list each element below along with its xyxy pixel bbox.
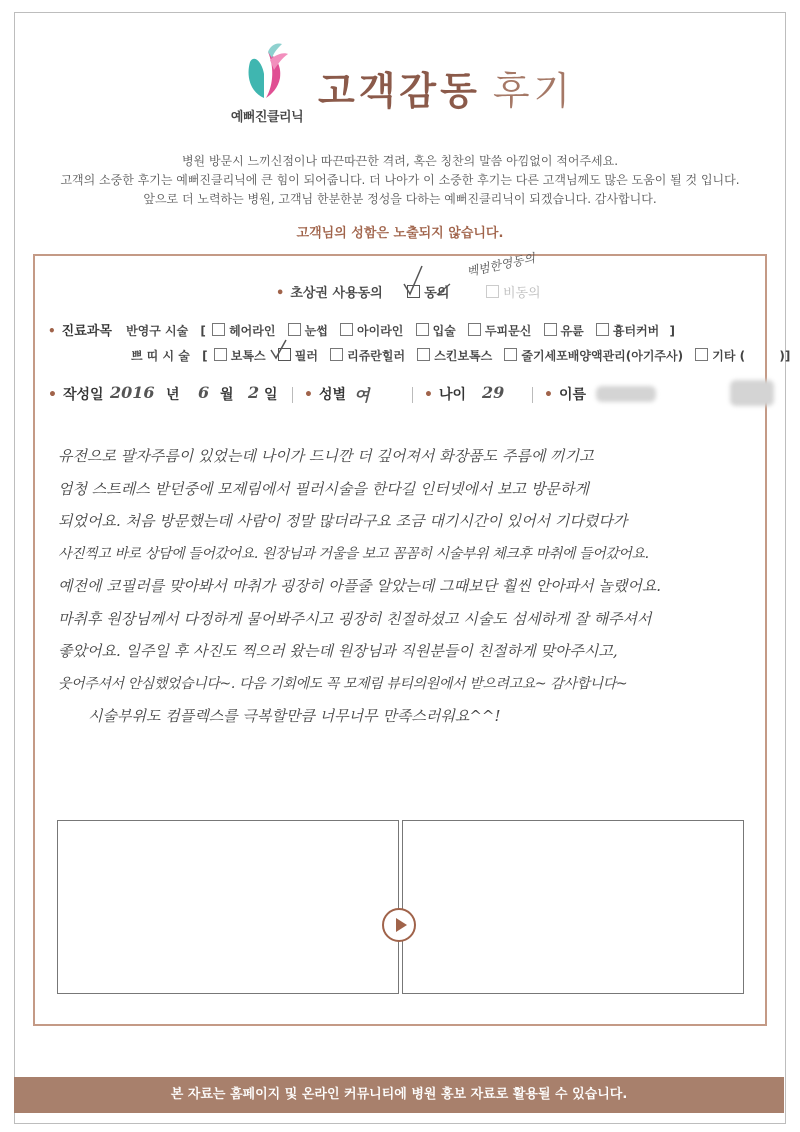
gender-value: 여 <box>354 386 370 405</box>
handwritten-checkmark-icon <box>398 262 468 302</box>
review-line: 시술부위도 컴플렉스를 극복할만큼 너무너무 만족스러워요^^! <box>88 707 501 725</box>
page-title <box>318 60 574 115</box>
year-value: 2016 <box>110 383 155 402</box>
checkbox[interactable] <box>468 323 481 336</box>
option-label: 헤어라인 <box>229 324 276 338</box>
blurred-name <box>730 380 774 406</box>
bracket-open: [ <box>202 349 208 363</box>
department-label: 진료과목 <box>61 324 112 339</box>
bullet-icon: • <box>544 387 553 403</box>
review-line: 사진찍고 바로 상담에 들어갔어요. 원장님과 거울을 보고 꼼꼼히 시술부위 체크후 마취에 들어갔어요. <box>58 545 649 562</box>
checkbox[interactable] <box>212 323 225 336</box>
review-line: 예전에 코필러를 맞아봐서 마취가 굉장히 아플줄 알았는데 그때보단 훨씬 안아파서 놀랬어요. <box>58 577 662 595</box>
divider <box>532 387 533 403</box>
bracket-close: ] <box>669 324 675 338</box>
checkbox[interactable] <box>340 323 353 336</box>
option-botox[interactable] <box>212 349 266 363</box>
bracket-close: )] <box>779 349 791 363</box>
agree-label: 동의 <box>424 286 450 301</box>
divider <box>292 387 293 403</box>
review-line: 엄청 스트레스 받던중에 모제림에서 필러시술을 한다길 인터넷에서 보고 방문하게 <box>58 479 589 498</box>
review-text <box>58 440 758 733</box>
option-label: 보톡스 <box>230 349 266 363</box>
bullet-icon: • <box>48 324 56 338</box>
before-photo-box <box>57 820 399 994</box>
privacy-notice: 고객님의 성함은 노출되지 않습니다. <box>296 226 504 241</box>
consent-label: 초상권 사용동의 <box>290 286 383 301</box>
logo-text: 예뻐진클리닉 <box>230 110 304 125</box>
checkbox[interactable] <box>544 323 557 336</box>
option-label: 흉터커버 <box>612 324 660 338</box>
department-row-semi-permanent <box>48 320 675 339</box>
option-label: 두피문신 <box>484 324 532 338</box>
option-scar-cover[interactable] <box>594 324 659 338</box>
date-label: 작성일 <box>62 387 104 403</box>
name-field <box>544 384 586 404</box>
name-redaction <box>596 386 656 402</box>
option-label: 리쥬란힐러 <box>347 349 406 363</box>
date-field <box>48 384 104 404</box>
option-lips[interactable] <box>414 324 456 338</box>
bullet-icon: • <box>304 387 313 403</box>
option-scalp[interactable] <box>466 324 531 338</box>
group-label: 반영구 시술 <box>126 324 189 338</box>
option-label: 줄기세포배양액관리(아기주사) <box>521 349 684 363</box>
bracket-open: [ <box>200 324 206 338</box>
option-label: 유륜 <box>560 324 584 338</box>
day-unit: 일 <box>264 387 278 403</box>
option-eyebrow[interactable] <box>286 324 328 338</box>
option-label: 입술 <box>432 324 456 338</box>
review-line: 좋았어요. 일주일 후 사진도 찍으러 왔는데 원장님과 직원분들이 친절하게 맞아주시고, <box>58 642 618 660</box>
divider <box>412 387 413 403</box>
option-label: 필러 <box>294 349 318 363</box>
option-label: 아이라인 <box>357 324 404 338</box>
consent-disagree-option[interactable] <box>484 286 541 301</box>
bullet-icon: • <box>276 286 285 301</box>
checkbox[interactable] <box>288 323 301 336</box>
review-line: 되었어요. 처음 방문했는데 사람이 정말 많더라구요 조금 대기시간이 있어서 기다렸다가 <box>58 512 628 530</box>
disagree-label: 비동의 <box>502 286 541 301</box>
option-hairline[interactable] <box>210 324 275 338</box>
year-unit: 년 <box>166 387 180 403</box>
checkbox[interactable] <box>695 348 708 361</box>
checkbox[interactable] <box>214 348 227 361</box>
day-value: 2 <box>248 383 260 402</box>
age-value: 29 <box>482 383 505 402</box>
option-skin-botox[interactable] <box>415 349 492 363</box>
option-label: 스킨보톡스 <box>434 349 493 363</box>
month-unit: 월 <box>220 387 234 403</box>
review-line: 유전으로 팔자주름이 있었는데 나이가 드니깐 더 깊어져서 화장품도 주름에 끼기고 <box>58 447 594 465</box>
option-label: 기타 ( <box>712 349 746 363</box>
checkbox[interactable] <box>330 348 343 361</box>
disagree-checkbox[interactable] <box>486 285 499 298</box>
checkbox[interactable] <box>417 348 430 361</box>
intro-line: 고객의 소중한 후기는 예뻐진클리닉에 큰 힘이 되어줍니다. 더 나아가 이 소중한 후기는 다른 고객님께도 많은 도움이 될 것 입니다. <box>60 173 740 187</box>
blurred-name <box>596 386 656 402</box>
name-redaction <box>730 380 774 406</box>
checkbox[interactable] <box>596 323 609 336</box>
intro-line: 병원 방문시 느끼신점이나 따끈따끈한 격려, 혹은 칭찬의 말씀 아낌없이 적어주세요. <box>181 154 619 168</box>
checkbox[interactable] <box>504 348 517 361</box>
play-icon <box>394 918 408 932</box>
handwritten-consent-note: 벡범한영동의 <box>465 250 537 280</box>
gender-field <box>304 384 346 404</box>
footer-banner: 본 자료는 홈페이지 및 온라인 커뮤니티에 병원 홍보 자료로 활용될 수 있습니다. <box>14 1077 784 1113</box>
group-label: 쁘 띠 시 술 <box>131 349 190 363</box>
gender-label: 성별 <box>318 387 347 403</box>
option-eyeliner[interactable] <box>338 324 403 338</box>
handwritten-checkmark-icon <box>268 338 288 362</box>
department-row-petit <box>131 347 790 364</box>
option-stem-cell[interactable] <box>502 349 683 363</box>
title-sub: 후기 <box>492 69 575 113</box>
intro-text <box>40 152 760 209</box>
butterfly-icon <box>244 40 290 102</box>
clinic-logo <box>222 40 312 128</box>
age-field <box>424 384 466 404</box>
option-label: 눈썹 <box>304 324 328 338</box>
name-label: 이름 <box>558 387 587 403</box>
option-areola[interactable] <box>542 324 584 338</box>
option-other[interactable] <box>693 349 745 363</box>
title-main: 고객감동 <box>318 69 481 113</box>
review-line: 마취후 원장님께서 다정하게 물어봐주시고 굉장히 친절하셨고 시술도 섬세하게 잘 해주셔서 <box>58 609 652 628</box>
option-rejuran[interactable] <box>328 349 405 363</box>
info-row <box>48 384 768 410</box>
bullet-icon: • <box>48 387 57 403</box>
month-value: 6 <box>198 383 210 402</box>
play-button[interactable] <box>382 908 416 942</box>
bullet-icon: • <box>424 387 433 403</box>
age-label: 나이 <box>438 387 467 403</box>
intro-line: 앞으로 더 노력하는 병원, 고객님 한분한분 정성을 다하는 예뻐진클리닉이 되겠습니다. 감사합니다. <box>143 192 657 206</box>
after-photo-box <box>402 820 744 994</box>
review-line: 웃어주셔서 안심했었습니다~. 다음 기회에도 꼭 모제림 뷰티의원에서 받으려고요~ 감사합니다~ <box>58 675 628 692</box>
checkbox[interactable] <box>416 323 429 336</box>
